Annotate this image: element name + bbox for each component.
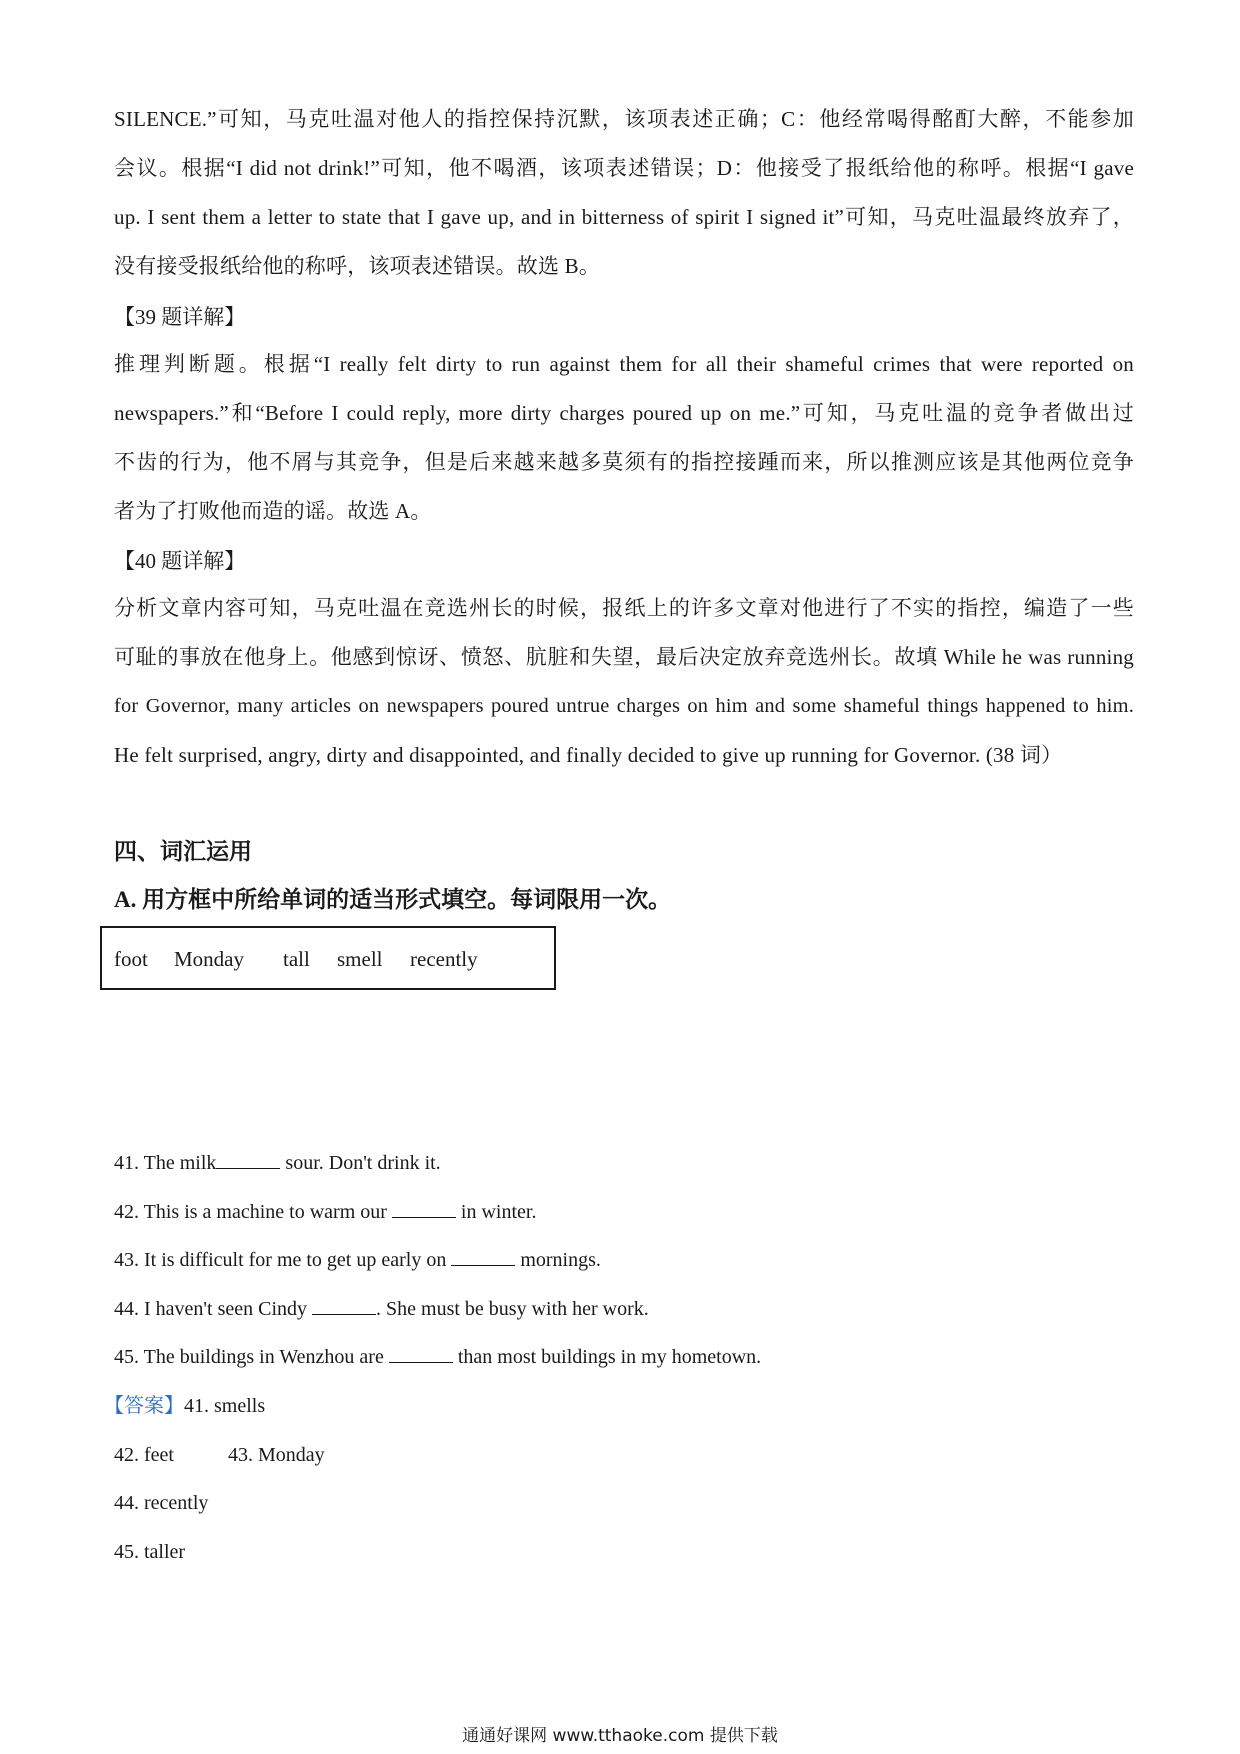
answer-41-line (104, 1392, 265, 1420)
question-text: 41. The milk (114, 1152, 217, 1174)
q40-line: He felt surprised, angry, dirty and disappointed, and finally decided to give up running for Governor. (38 词） (114, 743, 1063, 767)
q39-line: 者为了打败他而造的谣。故选 A。 (114, 499, 432, 523)
answer-blank (392, 1199, 456, 1218)
question-text: . She must be busy with her work. (376, 1298, 649, 1320)
word-box-item: foot (114, 947, 148, 971)
analysis-38-line: 没有接受报纸给他的称呼，该项表述错误。故选 B。 (114, 254, 601, 278)
answer-tag: 【答案】 (104, 1395, 184, 1417)
q40-line: for Governor, many articles on newspapers poured untrue charges on him and some shameful things happened to him. (114, 695, 1134, 717)
analysis-38-line: SILENCE.”可知，马克吐温对他人的指控保持沉默，该项表述正确；C：他经常喝得酩酊大醉，不能参加 (114, 107, 1134, 131)
answer-41: 41. smells (184, 1395, 266, 1417)
question-45 (114, 1343, 761, 1371)
section-4-title: 四、词汇运用 (114, 839, 252, 864)
analysis-38-line: 会议。根据“I did not drink!”可知，他不喝酒，该项表述错误；D：他接受了报纸给他的称呼。根据“I gave (114, 156, 1134, 180)
question-41 (114, 1149, 441, 1177)
q39-line: newspapers.”和“Before I could reply, more dirty charges poured up on me.”可知，马克吐温的竞争者做出过 (114, 401, 1134, 425)
question-42 (114, 1198, 536, 1226)
q39-paragraph (114, 340, 1134, 536)
question-text: 44. I haven't seen Cindy (114, 1298, 313, 1320)
answer-42-43-line (114, 1441, 325, 1469)
question-text: 43. It is difficult for me to get up early on (114, 1249, 452, 1271)
word-box-item: Monday (174, 947, 244, 971)
question-text: 45. The buildings in Wenzhou are (114, 1346, 389, 1368)
answer-blank (451, 1247, 515, 1266)
q39-heading: 【39 题详解】 (114, 305, 246, 329)
analysis-38-paragraph (114, 95, 1134, 291)
q40-line: 可耻的事放在他身上。他感到惊讶、愤怒、肮脏和失望，最后决定放弃竞选州长。故填 While he was running (114, 645, 1134, 669)
word-box (100, 926, 556, 990)
question-text: sour. Don't drink it. (280, 1152, 441, 1174)
page-footer: 通通好课网 www.tthaoke.com 提供下载 (462, 1726, 778, 1746)
word-box-item: recently (410, 947, 478, 971)
q40-heading: 【40 题详解】 (114, 549, 246, 573)
answer-blank (216, 1150, 280, 1169)
answer-blank (389, 1344, 453, 1363)
question-text: than most buildings in my hometown. (452, 1346, 762, 1368)
question-44 (114, 1295, 649, 1323)
question-text: 42. This is a machine to warm our (114, 1201, 392, 1223)
answer-blank (312, 1296, 376, 1315)
analysis-38-line: up. I sent them a letter to state that I gave up, and in bitterness of spirit I signed it”可知，马克吐温最终放弃了， (114, 205, 1134, 229)
answer-44: 44. recently (114, 1492, 209, 1514)
q40-line: 分析文章内容可知，马克吐温在竞选州长的时候，报纸上的许多文章对他进行了不实的指控，编造了一些 (114, 596, 1134, 620)
word-box-item: smell (337, 947, 383, 971)
answer-42: 42. feet (114, 1444, 174, 1466)
q39-line: 推理判断题。根据“I really felt dirty to run against them for all their shameful crimes that were reported on (114, 352, 1134, 376)
answer-45: 45. taller (114, 1541, 186, 1563)
section-4a-instruction: A. 用方框中所给单词的适当形式填空。每词限用一次。 (114, 887, 672, 912)
answer-43: 43. Monday (227, 1444, 325, 1466)
question-43 (114, 1246, 601, 1274)
question-text: mornings. (515, 1249, 601, 1271)
question-text: in winter. (455, 1201, 537, 1223)
word-box-item: tall (283, 947, 310, 971)
q40-paragraph (114, 584, 1134, 780)
q39-line: 不齿的行为，他不屑与其竞争，但是后来越来越多莫须有的指控接踵而来，所以推测应该是其他两位竞争 (114, 450, 1134, 474)
